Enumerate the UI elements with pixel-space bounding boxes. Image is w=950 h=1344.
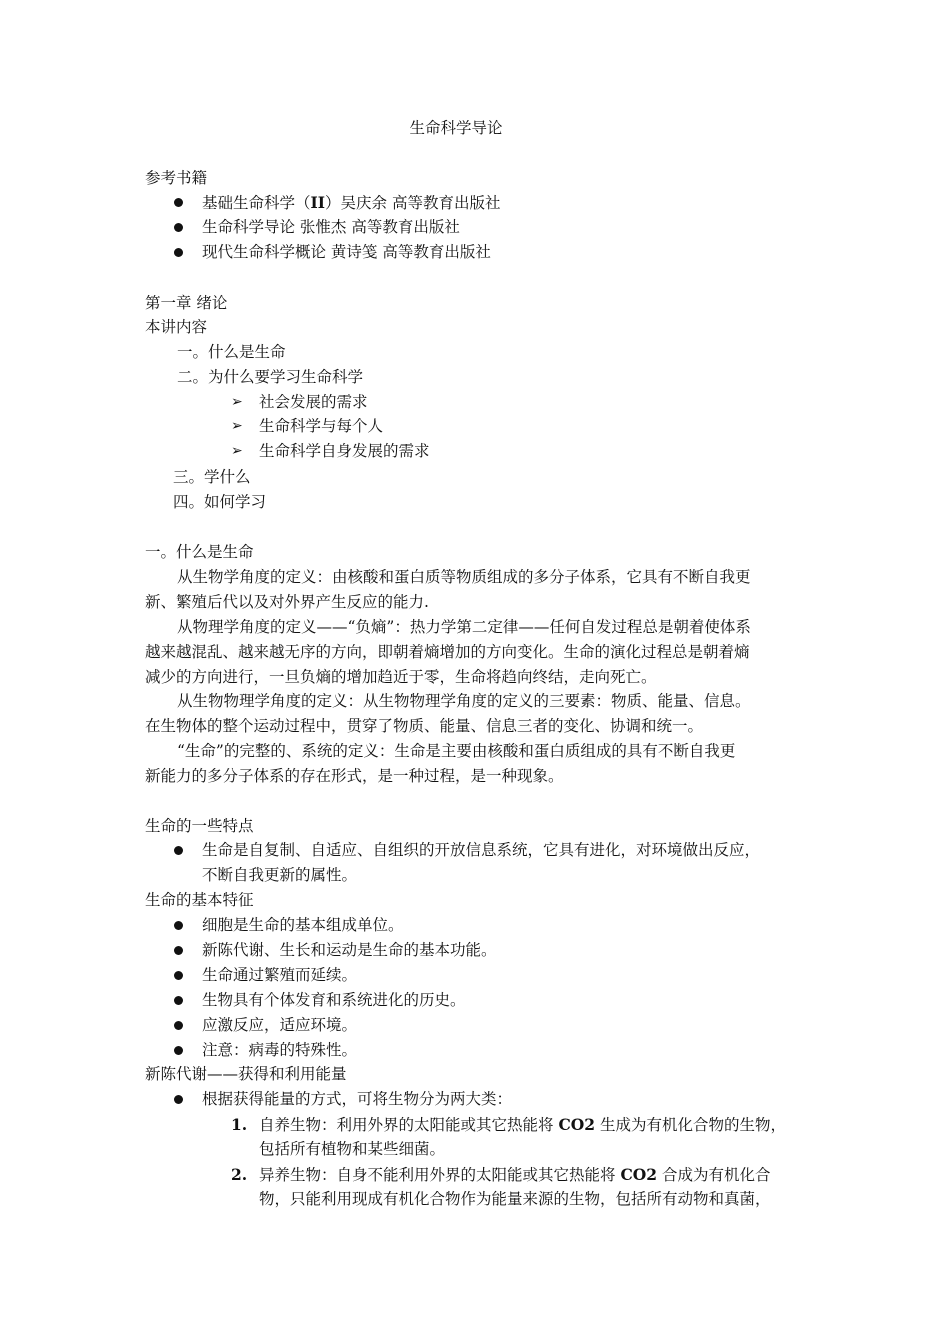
list-item: 新陈代谢、生长和运动是生命的基本功能。 [202,941,497,959]
list-item: 生物具有个体发育和系统进化的历史。 [202,991,466,1009]
arrow-bullet-icon: ➢ [231,394,243,410]
bullet-icon [174,1021,183,1030]
basic-heading: 生命的基本特征 [145,891,254,909]
bullet-icon [174,1046,183,1055]
list-item: 不断自我更新的属性。 [202,866,358,884]
list-item: 注意：病毒的特殊性。 [202,1041,358,1059]
bullet-icon [174,223,183,232]
arrow-bullet-icon: ➢ [231,418,243,434]
bullet-icon [174,996,183,1005]
bullet-icon [174,971,183,980]
features-heading: 生命的一些特点 [145,817,254,835]
list-item: 生命通过繁殖而延续。 [202,966,358,984]
list-item: 根据获得能量的方式，可将生物分为两大类： [202,1090,513,1108]
paragraph-line: 在生物体的整个运动过程中，贯穿了物质、能量、信息三者的变化、协调和统一。 [145,717,704,735]
numbered-line: 异养生物：自身不能利用外界的太阳能或其它热能将 CO2 合成为有机化合 [259,1165,771,1184]
outline-subitem: 社会发展的需求 [259,393,368,411]
outline-item: 四。如何学习 [173,493,267,511]
paragraph-line: 从生物物理学角度的定义：从生物物理学角度的定义的三要素：物质、能量、信息。 [177,692,751,710]
bullet-icon [174,846,183,855]
paragraph-line: “生命”的完整的、系统的定义：生命是主要由核酸和蛋白质组成的具有不断自我更 [177,742,736,760]
paragraph-line: 减少的方向进行，一旦负熵的增加趋近于零，生命将趋向终结，走向死亡。 [145,668,657,686]
paragraph-line: 越来越混乱、越来越无序的方向，即朝着熵增加的方向变化。生命的演化过程总是朝着熵 [145,643,750,661]
bullet-icon [174,1095,183,1104]
list-item: 应激反应，适应环境。 [202,1016,358,1034]
bullet-icon [174,248,183,257]
contents-label: 本讲内容 [145,318,208,336]
reference-item: 基础生命科学（II）吴庆余 高等教育出版社 [202,193,501,212]
reference-item: 生命科学导论 张惟杰 高等教育出版社 [202,218,460,236]
list-item: 生命是自复制、自适应、自组织的开放信息系统，它具有进化，对环境做出反应， [202,841,761,859]
outline-item: 二。为什么要学习生命科学 [177,368,364,386]
reference-item: 现代生命科学概论 黄诗笺 高等教育出版社 [202,243,491,261]
section-heading: 一。什么是生命 [145,543,254,561]
outline-item: 一。什么是生命 [177,343,286,361]
metabolism-heading: 新陈代谢——获得和利用能量 [145,1065,347,1083]
bullet-icon [174,198,183,207]
list-number: 1. [231,1115,248,1134]
references-heading: 参考书籍 [145,169,208,187]
arrow-bullet-icon: ➢ [231,443,243,459]
paragraph-line: 新、繁殖后代以及对外界产生反应的能力. [145,593,429,611]
numbered-line: 包括所有植物和某些细菌。 [259,1140,446,1158]
outline-subitem: 生命科学与每个人 [259,417,384,435]
numbered-line: 物，只能利用现成有机化合物作为能量来源的生物，包括所有动物和真菌， [259,1190,771,1208]
numbered-line: 自养生物：利用外界的太阳能或其它热能将 CO2 生成为有机化合物的生物， [259,1115,786,1134]
document-title: 生命科学导论 [409,119,503,137]
chapter-heading: 第一章 绪论 [145,294,228,312]
outline-item: 三。学什么 [173,468,251,486]
bullet-icon [174,946,183,955]
paragraph-line: 新能力的多分子体系的存在形式，是一种过程，是一种现象。 [145,767,564,785]
outline-subitem: 生命科学自身发展的需求 [259,442,430,460]
paragraph-line: 从物理学角度的定义——“负熵”：热力学第二定律——任何自发过程总是朝着使体系 [177,618,751,636]
list-number: 2. [231,1165,248,1184]
paragraph-line: 从生物学角度的定义：由核酸和蛋白质等物质组成的多分子体系，它具有不断自我更 [177,568,751,586]
list-item: 细胞是生命的基本组成单位。 [202,916,404,934]
bullet-icon [174,921,183,930]
